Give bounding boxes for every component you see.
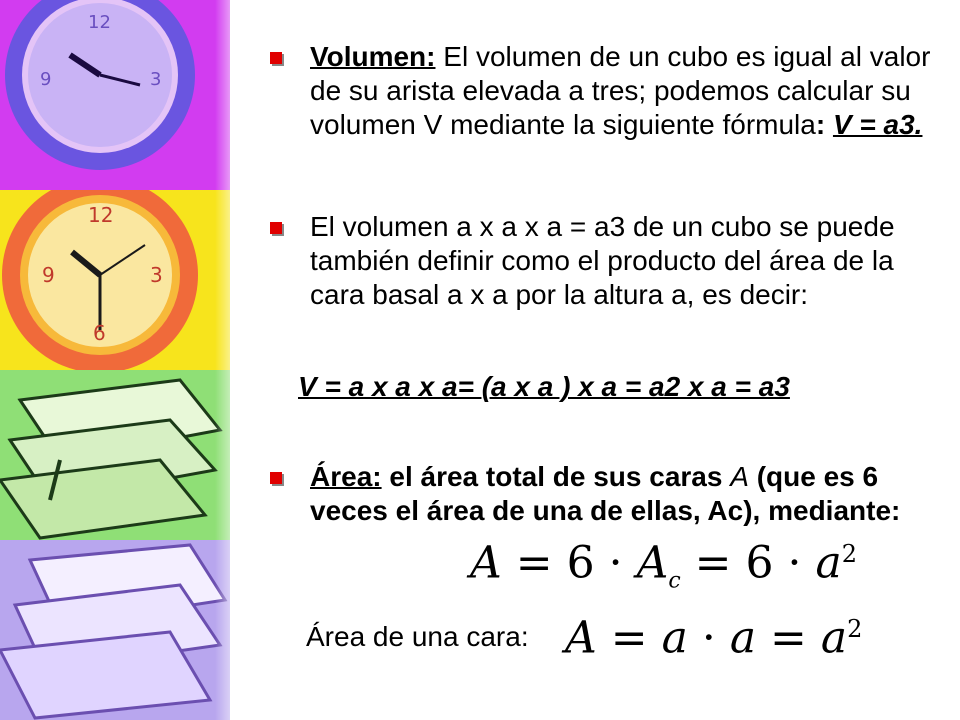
cara-eq2: = xyxy=(756,612,821,664)
cara-dot: · xyxy=(687,612,730,664)
strip-fade xyxy=(215,0,260,720)
volumen-term: Volumen: xyxy=(310,41,436,72)
svg-text:6: 6 xyxy=(93,321,106,345)
volumen-colon: : xyxy=(815,109,833,140)
decorative-photo-strip xyxy=(0,0,240,720)
bullet-marker xyxy=(270,52,282,64)
area-text-2: (que es 6 veces el área de una de ellas, Ac), mediante: xyxy=(310,461,901,526)
svg-text:3: 3 xyxy=(150,263,163,287)
cara-lhs: A xyxy=(565,612,597,664)
formula-lhs: A xyxy=(470,537,502,589)
svg-text:9: 9 xyxy=(42,263,55,287)
volume-formula-line: V = a x a x a= (a x a ) x a = a2 x a = a3 xyxy=(298,371,790,402)
area-var: A xyxy=(730,461,749,492)
total-area-formula xyxy=(470,530,857,605)
formula-a: a xyxy=(815,537,842,589)
formula-exp: 2 xyxy=(841,540,857,568)
volumen-paragraph xyxy=(310,40,940,142)
svg-text:3: 3 xyxy=(150,69,162,90)
area-paragraph xyxy=(310,460,940,528)
formula-A: A xyxy=(636,537,669,589)
cara-exp: 2 xyxy=(847,615,863,643)
purple-clock-image xyxy=(0,0,230,190)
bullet-marker xyxy=(270,222,282,234)
purple-books-image xyxy=(0,540,230,720)
formula-eq2: = 6 · xyxy=(680,537,816,589)
cara-a3: a xyxy=(820,612,848,664)
area-term: Área: xyxy=(310,461,382,492)
svg-text:9: 9 xyxy=(40,69,52,90)
orange-clock-image xyxy=(0,190,230,370)
formula-eq1: = 6 · xyxy=(501,537,637,589)
volumen-text: El volumen de un cubo es igual al valor de su arista elevada a tres; podemos calcular su volumen V mediante la siguiente fórmula xyxy=(310,41,931,140)
svg-text:12: 12 xyxy=(88,12,111,33)
bullet-marker xyxy=(270,472,282,484)
cara-a2: a xyxy=(729,612,757,664)
cara-label: Área de una cara: xyxy=(306,621,529,652)
area-text-1: el área total de sus caras xyxy=(381,461,731,492)
cara-eq1: = xyxy=(596,612,662,664)
cara-a1: a xyxy=(661,612,688,664)
volumen-formula: V = a3. xyxy=(832,109,923,140)
producto-paragraph: El volumen a x a x a = a3 de un cubo se puede también definir como el producto del área de la cara basal a x a por la altura a, es decir: xyxy=(310,211,895,310)
face-area-formula xyxy=(565,605,862,663)
svg-text:12: 12 xyxy=(88,203,114,227)
green-books-image xyxy=(0,370,230,540)
formula-sub: c xyxy=(668,568,681,594)
